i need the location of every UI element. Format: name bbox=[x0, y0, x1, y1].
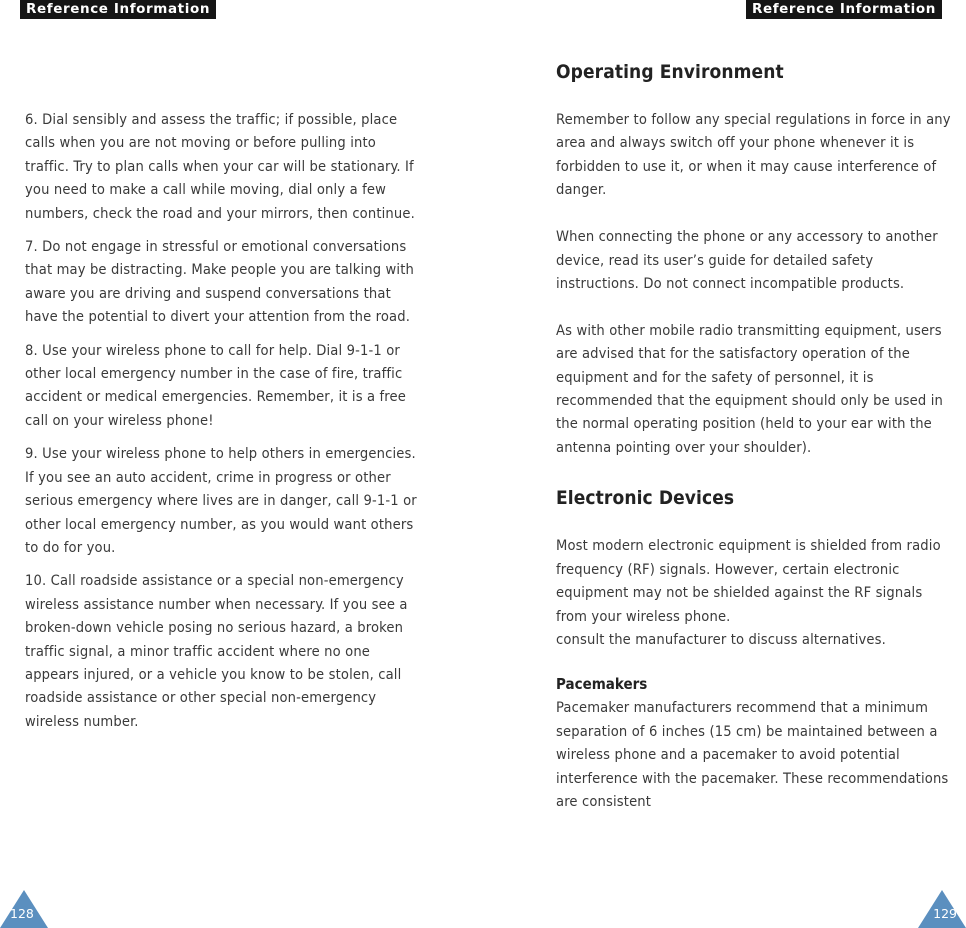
section-title-operating-environment: Operating Environment bbox=[556, 61, 784, 83]
paragraph-item-6: 6. Dial sensibly and assess the traffic; if possible, place calls when you are not moving or before pulling into traffic. Try to plan calls when your car will be stationary. If you need to make a call while moving, dial only a few numbers, check the road and your mirrors, then continue. bbox=[25, 111, 415, 222]
right-page-content bbox=[556, 58, 951, 813]
header-label-left: Reference Information bbox=[20, 0, 216, 19]
paragraph-item-10: 10. Call roadside assistance or a special non-emergency wireless assistance number when necessary. If you see a broken-down vehicle posing no serious hazard, a broken traffic signal, a minor traffic accident where no one appears injured, or a vehicle you know to be stolen, call roadside assistance or other special non-emergency wireless number. bbox=[25, 572, 408, 730]
electronic-devices-paragraph: Most modern electronic equipment is shielded from radio frequency (RF) signals. However, certain electronic equipment may not be shielded against the RF signals from your wireless phone. bbox=[556, 537, 941, 625]
subsection-title-pacemakers: Pacemakers bbox=[556, 675, 648, 694]
paragraph-item-8: 8. Use your wireless phone to call for help. Dial 9-1-1 or other local emergency number in the case of fire, traffic accident or medical emergencies. Remember, it is a free call on your wireless phone! bbox=[25, 341, 406, 429]
operating-paragraph-2: When connecting the phone or any accessory to another device, read its user’s guide for detailed safety instructions. Do not connect incompatible products. bbox=[556, 228, 938, 292]
pacemakers-paragraph: Pacemaker manufacturers recommend that a minimum separation of 6 inches (15 cm) be maintained between a wireless phone and a pacemaker to avoid potential interference with the pacemaker. These recommendations are consistent bbox=[556, 699, 949, 810]
electronic-devices-paragraph-consult: consult the manufacturer to discuss alternatives. bbox=[556, 630, 886, 648]
operating-paragraph-3: As with other mobile radio transmitting equipment, users are advised that for the satisfactory operation of the equipment and for the safety of personnel, it is recommended that the equipment should only be used in the normal operating position (held to your ear with the antenna pointing over your shoulder). bbox=[556, 321, 943, 456]
operating-paragraph-1: Remember to follow any special regulations in force in any area and always switch off your phone whenever it is forbidden to use it, or when it may cause interference of danger. bbox=[556, 111, 951, 199]
paragraph-item-7: 7. Do not engage in stressful or emotional conversations that may be distracting. Make people you are talking with aware you are driving and suspend conversations that have the potential to divert your attention from the road. bbox=[25, 238, 414, 326]
page-number-left: 128 bbox=[10, 906, 34, 921]
paragraph-item-9: 9. Use your wireless phone to help others in emergencies. If you see an auto accident, crime in progress or other serious emergency where lives are in danger, call 9-1-1 or other local emergency number, as you would want others to do for you. bbox=[25, 445, 417, 556]
page-number-right: 129 bbox=[933, 906, 957, 921]
header-label-right: Reference Information bbox=[746, 0, 942, 19]
left-page-content bbox=[25, 108, 417, 743]
section-title-electronic-devices: Electronic Devices bbox=[556, 487, 735, 510]
